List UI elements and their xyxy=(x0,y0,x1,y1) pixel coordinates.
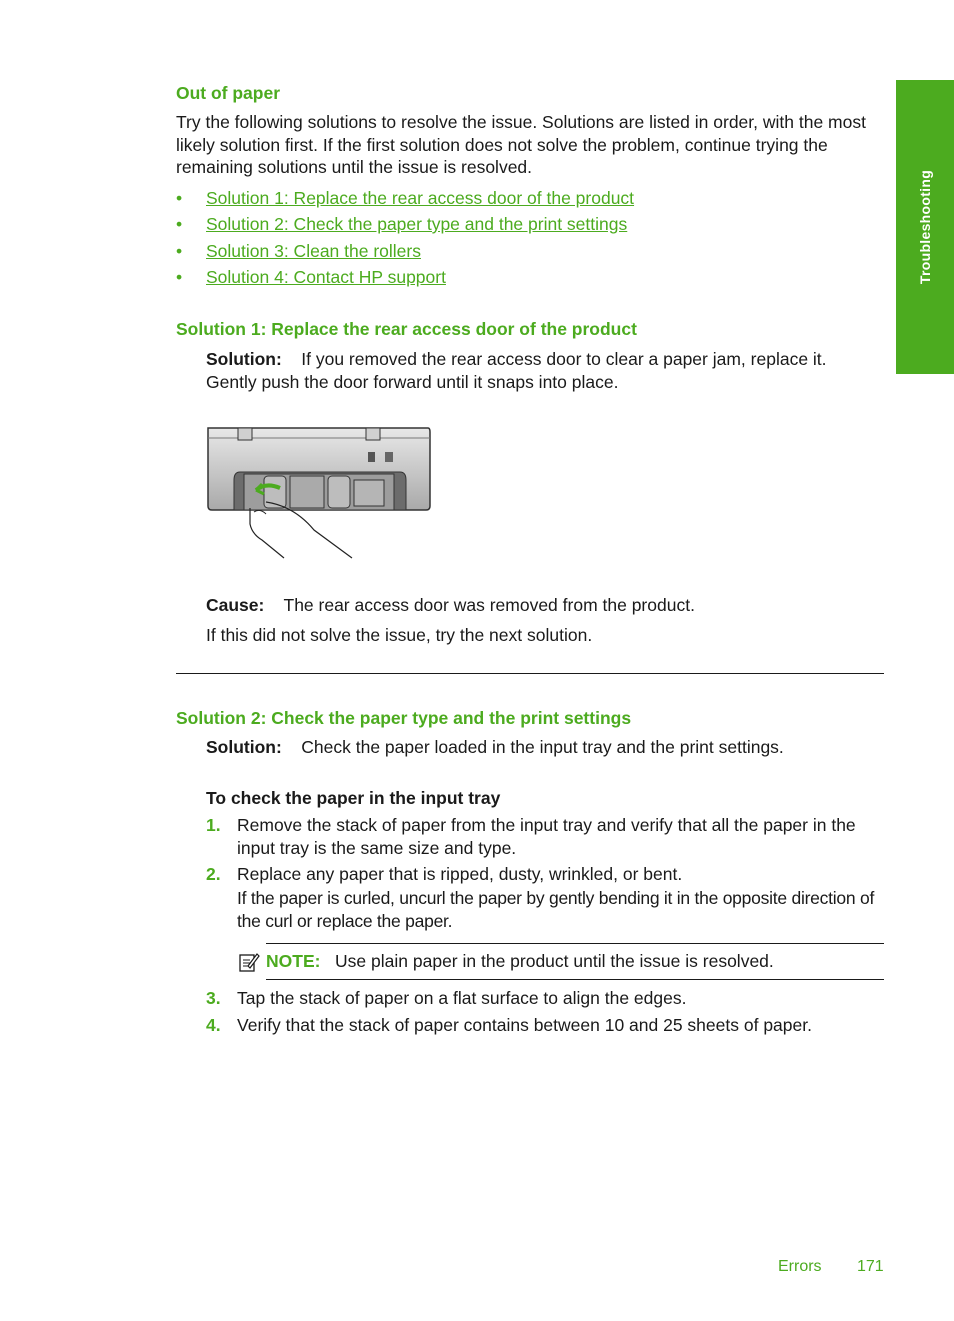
step-number: 2. xyxy=(206,864,221,884)
procedure-title: To check the paper in the input tray xyxy=(206,788,501,808)
cause-line xyxy=(206,594,878,617)
step-text: Verify that the stack of paper contains between 10 and 25 sheets of paper. xyxy=(237,1015,812,1035)
step-subtext: If the paper is curled, uncurl the paper by gently bending it in the opposite direction of the curl or replace the paper. xyxy=(237,888,875,931)
section-title: Out of paper xyxy=(176,83,281,103)
step-text: Replace any paper that is ripped, dusty, wrinkled, or bent. xyxy=(237,864,683,884)
cause-text: The rear access door was removed from the product. xyxy=(283,595,695,615)
cause-label: Cause: xyxy=(206,595,265,615)
solution2-text: Check the paper loaded in the input tray and the print settings. xyxy=(301,737,784,757)
divider xyxy=(176,673,884,674)
next-solution-text: If this did not solve the issue, try the next solution. xyxy=(206,625,593,645)
step-text: Remove the stack of paper from the input tray and verify that all the paper in the input tray is the same size and type. xyxy=(237,815,856,858)
section-intro: Try the following solutions to resolve the issue. Solutions are listed in order, with the most likely solution first. If the first solution does not solve the problem, continue trying the remaining solutions until the issue is resolved. xyxy=(176,112,866,177)
note-text: Use plain paper in the product until the issue is resolved. xyxy=(335,951,774,971)
step-number: 4. xyxy=(206,1015,221,1035)
printer-rear-door-illustration xyxy=(204,424,434,562)
solution2-label: Solution: xyxy=(206,737,282,757)
solution1-text: If you removed the rear access door to clear a paper jam, replace it. Gently push the door forward until it snaps into place. xyxy=(206,349,827,392)
note-top-rule xyxy=(266,943,884,944)
step-text: Tap the stack of paper on a flat surface to align the edges. xyxy=(237,988,687,1008)
link-solution-4[interactable]: Solution 4: Contact HP support xyxy=(206,267,446,287)
side-tab-label: Troubleshooting xyxy=(917,169,933,285)
page-number: 171 xyxy=(857,1258,884,1275)
step-number: 1. xyxy=(206,815,221,835)
troubleshooting-side-tab xyxy=(896,80,954,374)
bullet: • xyxy=(176,188,183,208)
note-pad-icon xyxy=(238,951,260,973)
bullet: • xyxy=(176,267,183,287)
footer-section: Errors xyxy=(778,1258,822,1275)
note xyxy=(266,950,774,973)
solution2-heading: Solution 2: Check the paper type and the print settings xyxy=(176,708,632,728)
solution1-body xyxy=(206,348,878,393)
solution1-heading: Solution 1: Replace the rear access door of the product xyxy=(176,319,637,339)
link-solution-1[interactable]: Solution 1: Replace the rear access door of the product xyxy=(206,188,635,208)
note-bottom-rule xyxy=(266,979,884,980)
solution2-body xyxy=(206,736,878,759)
link-solution-2[interactable]: Solution 2: Check the paper type and the print settings xyxy=(206,214,628,234)
link-solution-3[interactable]: Solution 3: Clean the rollers xyxy=(206,241,421,261)
step-number: 3. xyxy=(206,988,221,1008)
bullet: • xyxy=(176,214,183,234)
bullet: • xyxy=(176,241,183,261)
note-label: NOTE: xyxy=(266,951,321,971)
solution1-label: Solution: xyxy=(206,349,282,369)
